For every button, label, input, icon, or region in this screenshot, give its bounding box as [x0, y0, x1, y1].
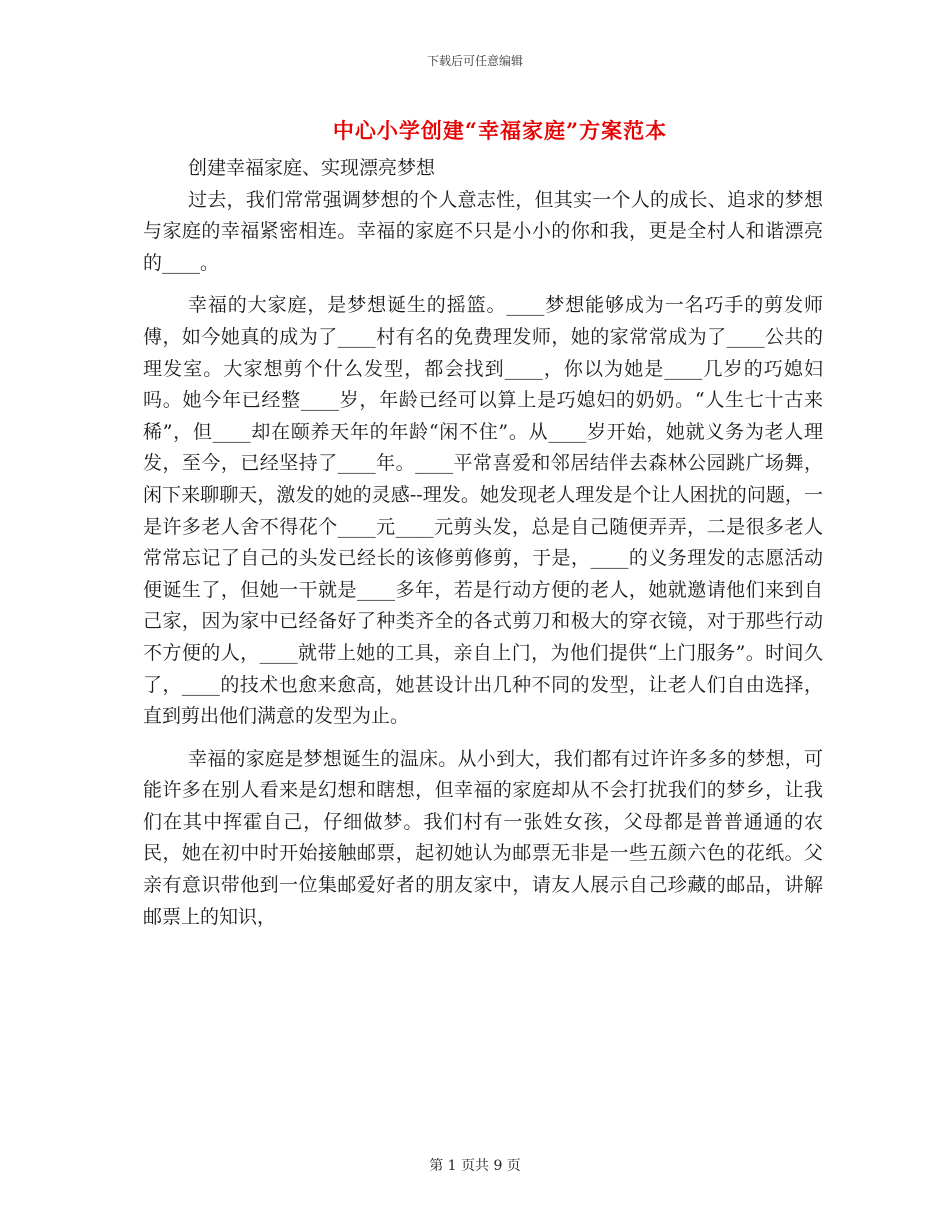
document-body: [143, 153, 823, 933]
page-header: 下载后可任意编辑: [426, 54, 523, 68]
paragraph-2: 幸福的大家庭，是梦想诞生的摇篮。____梦想能够成为一名巧手的剪发师傅，如今她真的成为了____村有名的免费理发师，她的家常常成为了____公共的理发室。大家想剪个什么发型，都会找到____，你以为她是____几岁的巧媳妇吗。她今年已经整____岁，年龄已经可以算上是巧媳妇的奶奶。“人生七十古来稀”，但____却在颐养天年的年龄“闲不住”。从____岁开始，她就义务为老人理发，至今，已经坚持了____年。____平常喜爱和邻居结伴去森林公园跳广场舞，闲下来聊聊天，激发的她的灵感--理发。她发现老人理发是个让人困扰的问题，一是许多老人舍不得花个____元____元剪头发，总是自己随便弄弄，二是很多老人常常忘记了自己的头发已经长的该修剪修剪，于是，____的义务理发的志愿活动便诞生了，但她一干就是____多年，若是行动方便的老人，她就邀请他们来到自己家，因为家中已经备好了种类齐全的各式剪刀和极大的穿衣镜，对于那些行动不方便的人，____就带上她的工具，亲自上门，为他们提供“上门服务”。时间久了，____的技术也愈来愈高，她甚设计出几种不同的发型，让老人们自由选择，直到剪出他们满意的发型为止。: [143, 294, 823, 728]
page-footer: 第 1 页共 9 页: [429, 1158, 521, 1174]
document-subtitle: 创建幸福家庭、实现漂亮梦想: [188, 157, 436, 179]
paragraph-1: 过去，我们常常强调梦想的个人意志性，但其实一个人的成长、追求的梦想与家庭的幸福紧密相连。幸福的家庭不只是小小的你和我，更是全村人和谐漂亮的____。: [143, 188, 823, 274]
document-title: 中心小学创建“幸福家庭”方案范本: [332, 118, 668, 143]
paragraph-3: 幸福的家庭是梦想诞生的温床。从小到大，我们都有过许许多多的梦想，可能许多在别人看来是幻想和瞎想，但幸福的家庭却从不会打扰我们的梦乡，让我们在其中挥霍自己，仔细做梦。我们村有一张姓女孩，父母都是普普通通的农民，她在初中时开始接触邮票，起初她认为邮票无非是一些五颜六色的花纸。父亲有意识带他到一位集邮爱好者的朋友家中，请友人展示自己珍藏的邮品，讲解邮票上的知识，: [143, 747, 823, 928]
